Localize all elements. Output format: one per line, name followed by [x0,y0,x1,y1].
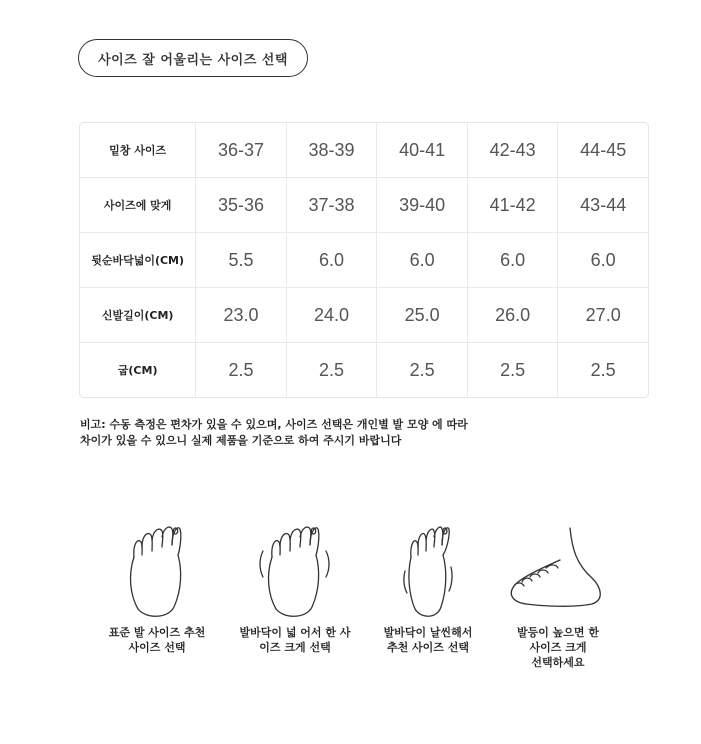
page-title: 사이즈 잘 어울리는 사이즈 선택 [78,39,308,77]
foot-label-high-instep: 발등이 높으면 한 사이즈 크게 선택하세요 [516,626,600,669]
table-cell: 2.5 [377,343,468,397]
row-label: 사이즈에 맞게 [80,178,196,233]
foot-type-wide [230,517,360,655]
foot-label-slim: 발바닥이 날씬해서 추천 사이즈 선택 [383,626,473,654]
table-cell: 37-38 [287,178,378,233]
row-label: 밑창 사이즈 [80,123,196,178]
size-table [79,122,649,398]
row-label: 굽(CM) [80,343,196,397]
table-row [80,343,648,397]
standard-foot-icon [122,517,192,621]
foot-type-standard [96,517,218,655]
table-cell: 44-45 [558,123,648,178]
table-cell: 26.0 [468,288,559,343]
note-line-2: 차이가 있을 수 있으니 실제 제품을 기준으로 하여 주시기 바랍니다 [80,434,402,447]
table-cell: 2.5 [287,343,378,397]
foot-type-slim [370,517,486,655]
table-row [80,233,648,288]
table-row [80,288,648,343]
table-cell: 6.0 [468,233,559,288]
table-cell: 36-37 [196,123,287,178]
table-cell: 6.0 [558,233,648,288]
size-note [80,417,600,449]
row-label: 신발길이(CM) [80,288,196,343]
high-instep-foot-icon [502,520,614,621]
table-cell: 38-39 [287,123,378,178]
note-line-1: 비고: 수동 측정은 편차가 있을 수 있으며, 사이즈 선택은 개인별 발 모양 에 따라 [80,418,468,431]
table-cell: 2.5 [590,359,616,380]
foot-label-standard: 표준 발 사이즈 추천 사이즈 선택 [108,626,206,654]
table-cell: 5.5 [196,233,287,288]
wide-foot-icon [255,517,335,621]
slim-foot-icon [393,517,463,621]
table-cell: 2.5 [196,343,287,397]
table-row [80,123,648,178]
table-cell: 23.0 [196,288,287,343]
table-cell: 43-44 [558,178,648,233]
row-label: 뒷순바닥넓이(CM) [80,233,196,288]
table-cell: 6.0 [287,233,378,288]
table-cell: 35-36 [196,178,287,233]
table-cell: 27.0 [558,288,648,343]
table-cell: 25.0 [377,288,468,343]
table-cell: 24.0 [287,288,378,343]
foot-type-high-instep [496,520,620,670]
table-row [80,178,648,233]
table-cell: 40-41 [377,123,468,178]
table-cell: 42-43 [468,123,559,178]
table-cell: 2.5 [468,343,559,397]
table-cell: 39-40 [377,178,468,233]
table-cell: 41-42 [468,178,559,233]
table-cell: 6.0 [377,233,468,288]
foot-label-wide: 발바닥이 넓 어서 한 사 이즈 크게 선택 [239,626,351,654]
